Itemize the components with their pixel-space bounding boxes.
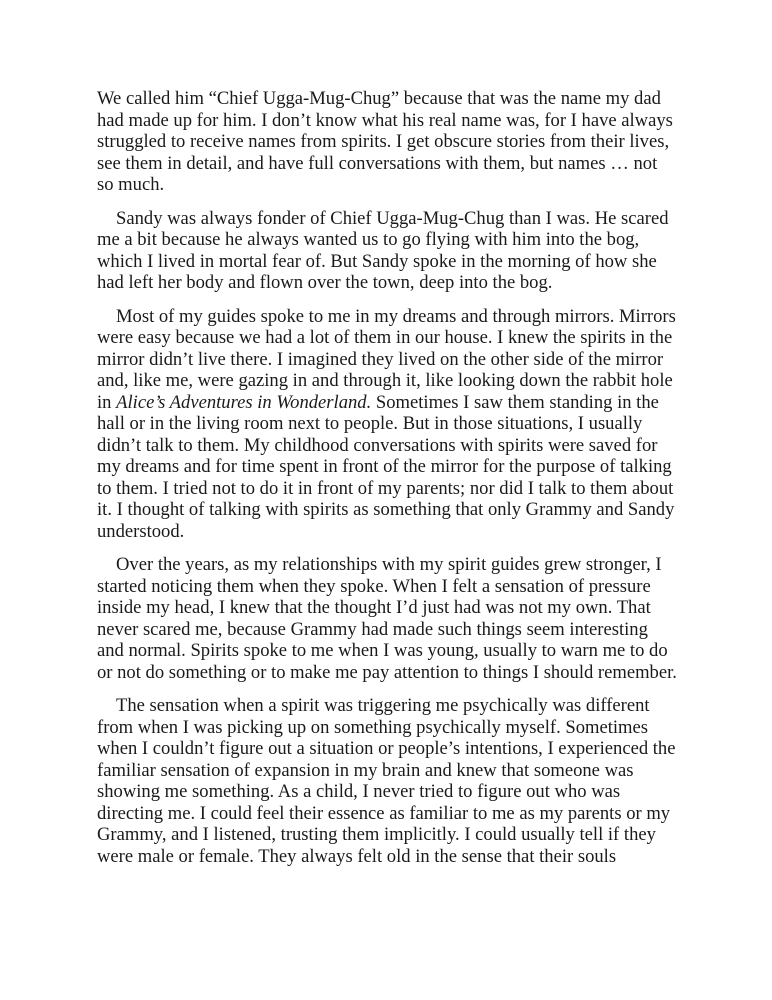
paragraph-3: [97, 306, 677, 543]
paragraph-3-text-before: Most of my guides spoke to me in my dreams and through mirrors. Mirrors were easy because we had a lot of them in our house. I knew the spirits in the mirror didn’t live there. I imagined they lived on the other side of the mirror and, like me, were gazing in and through it, like looking down the rabbit hole in: [97, 305, 676, 413]
paragraph-4: Over the years, as my relationships with my spirit guides grew stronger, I started noticing them when they spoke. When I felt a sensation of pressure inside my head, I knew that the thought I’d just had was not my own. That never scared me, because Grammy had made such things seem interesting and normal. Spirits spoke to me when I was young, usually to warn me to do or not do something or to make me pay attention to things I should remember.: [97, 554, 677, 683]
book-page: [97, 88, 677, 879]
paragraph-2: Sandy was always fonder of Chief Ugga-Mug-Chug than I was. He scared me a bit because he always wanted us to go flying with him into the bog, which I lived in mortal fear of. But Sandy spoke in the morning of how she had left her body and flown over the town, deep into the bog.: [97, 207, 669, 293]
paragraph-3-text-after: Sometimes I saw them standing in the hall or in the living room next to people. But in those situations, I usually didn’t talk to them. My childhood conversations with spirits were saved for my dreams and for time spent in front of the mirror for the purpose of talking to them. I tried not to do it in front of my parents; nor did I talk to them about it. I thought of talking with spirits as something that only Grammy and Sandy understood.: [97, 391, 675, 542]
book-title-italic: Alice’s Adventures in Wonderland.: [116, 391, 372, 413]
paragraph-5: The sensation when a spirit was triggering me psychically was different from when I was picking up on something psychically myself. Sometimes when I couldn’t figure out a situation or people’s intentions, I experienced the familiar sensation of expansion in my brain and knew that someone was showing me something. As a child, I never tried to figure out who was directing me. I could feel their essence as familiar to me as my parents or my Grammy, and I listened, trusting them implicitly. I could usually tell if they were male or female. They always felt old in the sense that their souls: [97, 695, 676, 867]
paragraph-1: We called him “Chief Ugga-Mug-Chug” because that was the name my dad had made up for him. I don’t know what his real name was, for I have always struggled to receive names from spirits. I get obscure stories from their lives, see them in detail, and have full conversations with them, but names … not so much.: [97, 88, 673, 195]
